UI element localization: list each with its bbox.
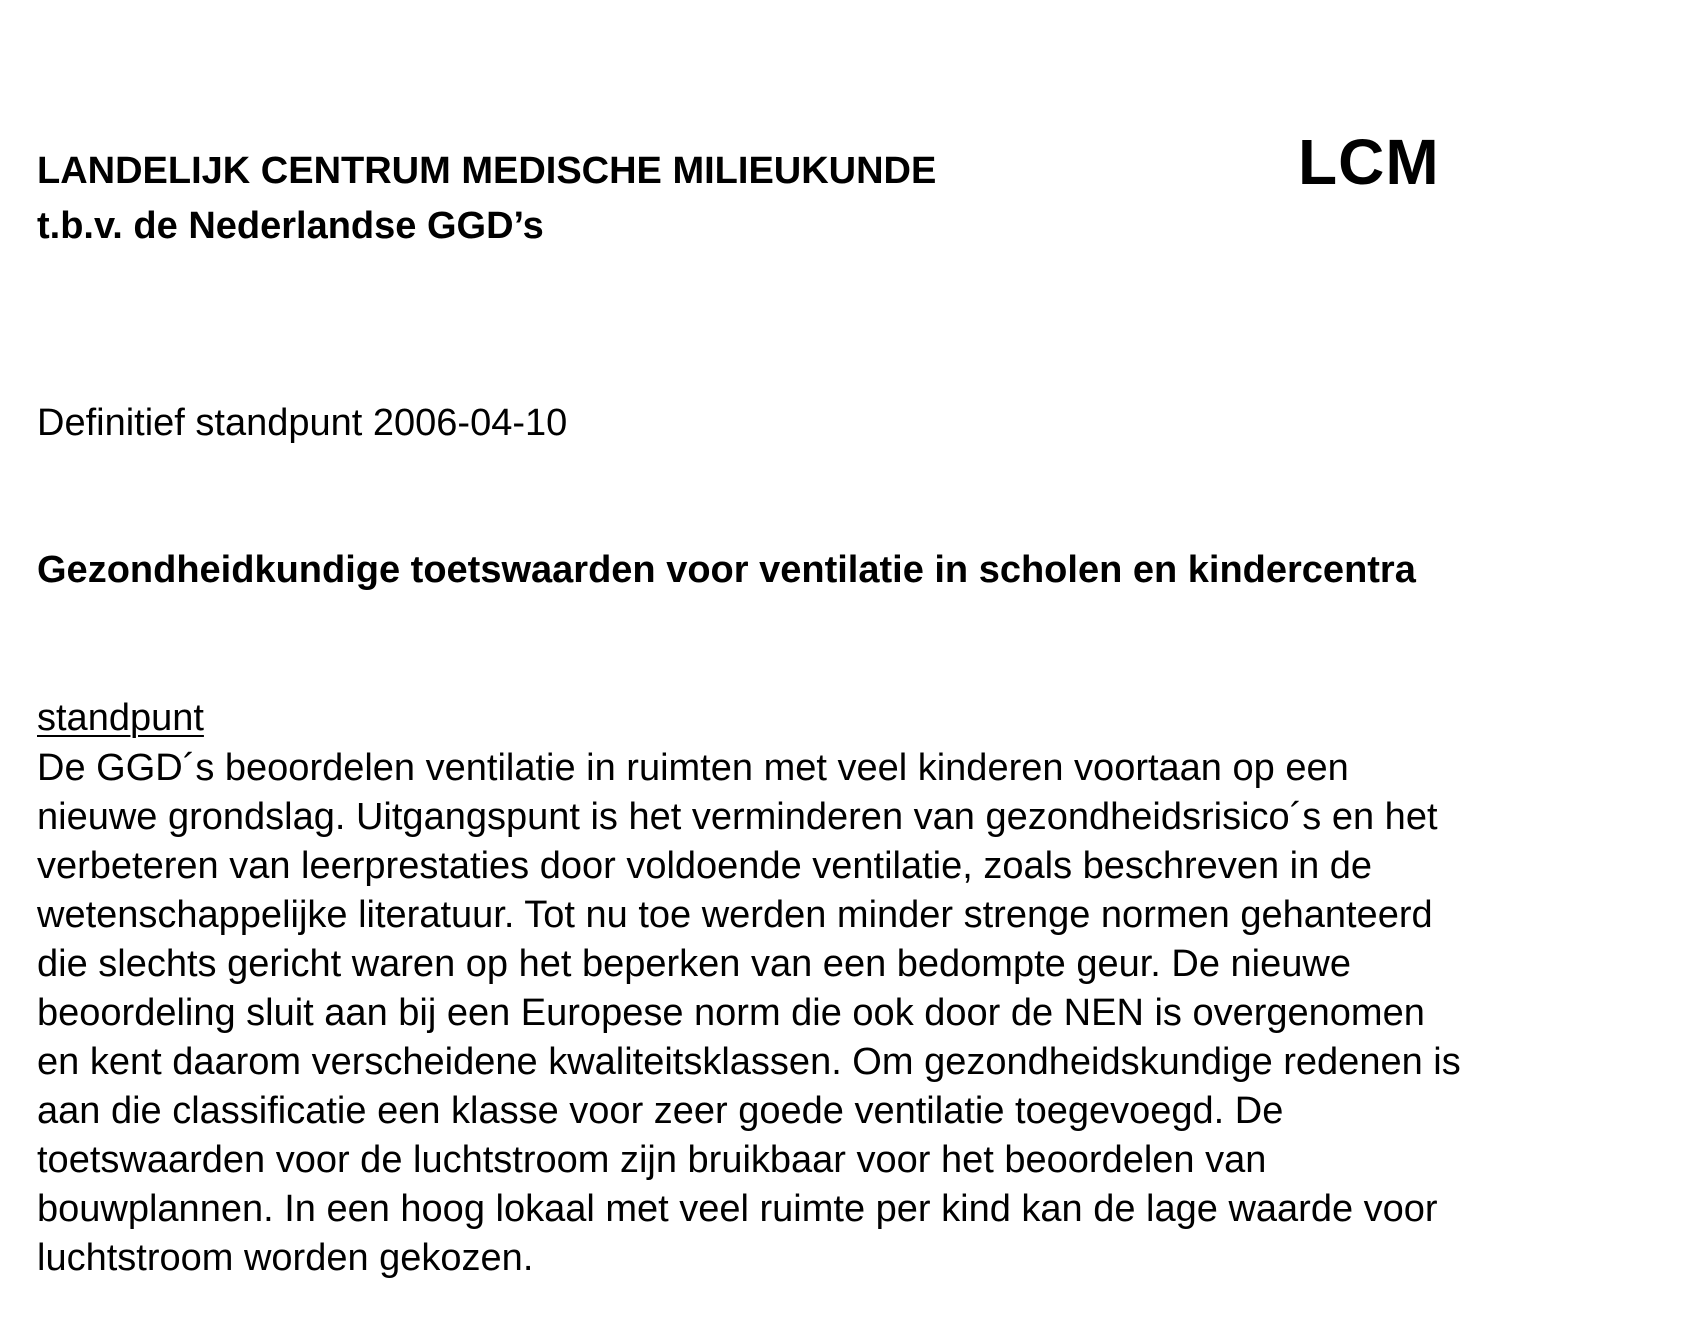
body-line: nieuwe grondslag. Uitgangspunt is het verminderen van gezondheidsrisico´s en het [37, 796, 1438, 838]
organization-logo: LCM [1298, 126, 1440, 198]
body-line: die slechts gericht waren op het beperken van een bedompte geur. De nieuwe [37, 943, 1351, 985]
body-line: bouwplannen. In een hoog lokaal met veel ruimte per kind kan de lage waarde voor [37, 1188, 1438, 1230]
body-line: aan die classificatie een klasse voor zeer goede ventilatie toegevoegd. De [37, 1090, 1284, 1132]
document-title: Gezondheidkundige toetswaarden voor ventilatie in scholen en kindercentra [37, 549, 1416, 591]
organization-subtitle: t.b.v. de Nederlandse GGD’s [37, 205, 544, 247]
body-line: De GGD´s beoordelen ventilatie in ruimten met veel kinderen voortaan op een [37, 747, 1349, 789]
body-line: verbeteren van leerprestaties door voldoende ventilatie, zoals beschreven in de [37, 845, 1373, 887]
body-line: toetswaarden voor de luchtstroom zijn bruikbaar voor het beoordelen van [37, 1139, 1267, 1181]
organization-name: LANDELIJK CENTRUM MEDISCHE MILIEUKUNDE [37, 150, 937, 192]
section-heading-standpunt: standpunt [37, 697, 204, 739]
body-line: luchtstroom worden gekozen. [37, 1237, 534, 1279]
body-paragraph [37, 744, 1667, 1283]
body-line: beoordeling sluit aan bij een Europese norm die ook door de NEN is overgenomen [37, 992, 1425, 1034]
body-line: wetenschappelijke literatuur. Tot nu toe werden minder strenge normen gehanteerd [37, 894, 1433, 936]
document-status-line: Definitief standpunt 2006-04-10 [37, 402, 568, 444]
body-line: en kent daarom verscheidene kwaliteitsklassen. Om gezondheidskundige redenen is [37, 1041, 1461, 1083]
